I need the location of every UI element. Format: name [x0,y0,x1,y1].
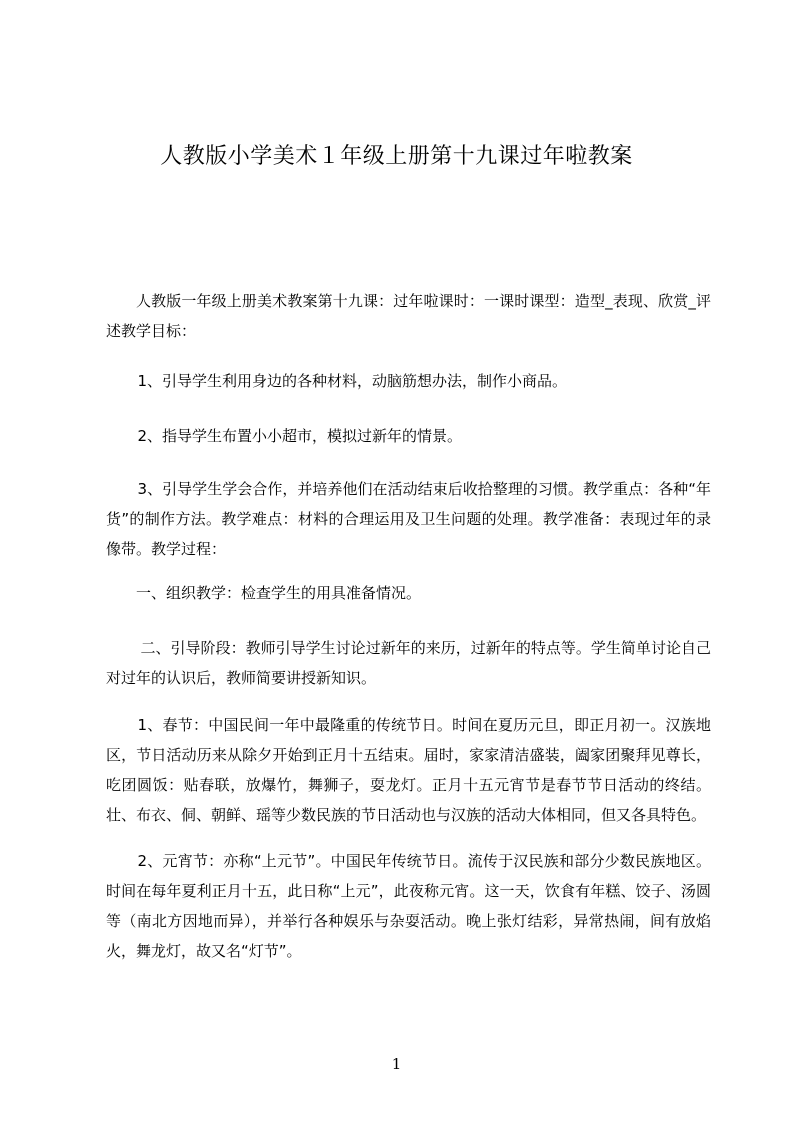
paragraph-goal-3: 3、引导学生学会合作，并培养他们在活动结束后收拾整理的习惯。教学重点：各种“年货”的制作方法。教学难点：材料的合理运用及卫生问题的处理。教学准备：表现过年的录像带。教学过程： [106,480,711,558]
paragraph-spring-festival: 1、春节：中国民间一年中最隆重的传统节日。时间在夏历元旦，即正月初一。汉族地区，节日活动历来从除夕开始到正月十五结束。届时，家家清洁盛装，阖家团聚拜见尊长，吃团圆饭：贴春联，放爆竹，舞狮子，耍龙灯。正月十五元宵节是春节节日活动的终结。壮、布衣、侗、朝鲜、瑶等少数民族的节日活动也与汉族的活动大体相同，但又各具特色。 [106,716,711,824]
paragraph-lantern-festival: 2、元宵节：亦称“上元节”。中国民年传统节日。流传于汉民族和部分少数民族地区。时间在每年夏利正月十五，此日称“上元”，此夜称元宵。这一天，饮食有年糕、饺子、汤圆等（南北方因地而异），并举行各种娱乐与杂耍活动。晚上张灯结彩，异常热闹，间有放焰火，舞龙灯，故又名“灯节”。 [106,852,711,960]
paragraph-goal-1: 1、引导学生利用身边的各种材料，动脑筋想办法，制作小商品。 [137,372,568,390]
paragraph-goal-2: 2、指导学生布置小小超市，模拟过新年的情景。 [137,427,463,445]
page-title: 人教版小学美术１年级上册第十九课过年啦教案 [160,144,633,169]
paragraph-intro: 人教版一年级上册美术教案第十九课：过年啦课时：一课时课型：造型_表现、欣赏_评述教学目标： [106,292,711,340]
paragraph-step-2: 二、引导阶段：教师引导学生讨论过新年的来历，过新年的特点等。学生简单讨论自己对过年的认识后，教师简要讲授新知识。 [106,639,711,687]
paragraph-step-1: 一、组织教学：检查学生的用具准备情况。 [136,584,422,602]
page-number: 1 [391,1055,402,1073]
